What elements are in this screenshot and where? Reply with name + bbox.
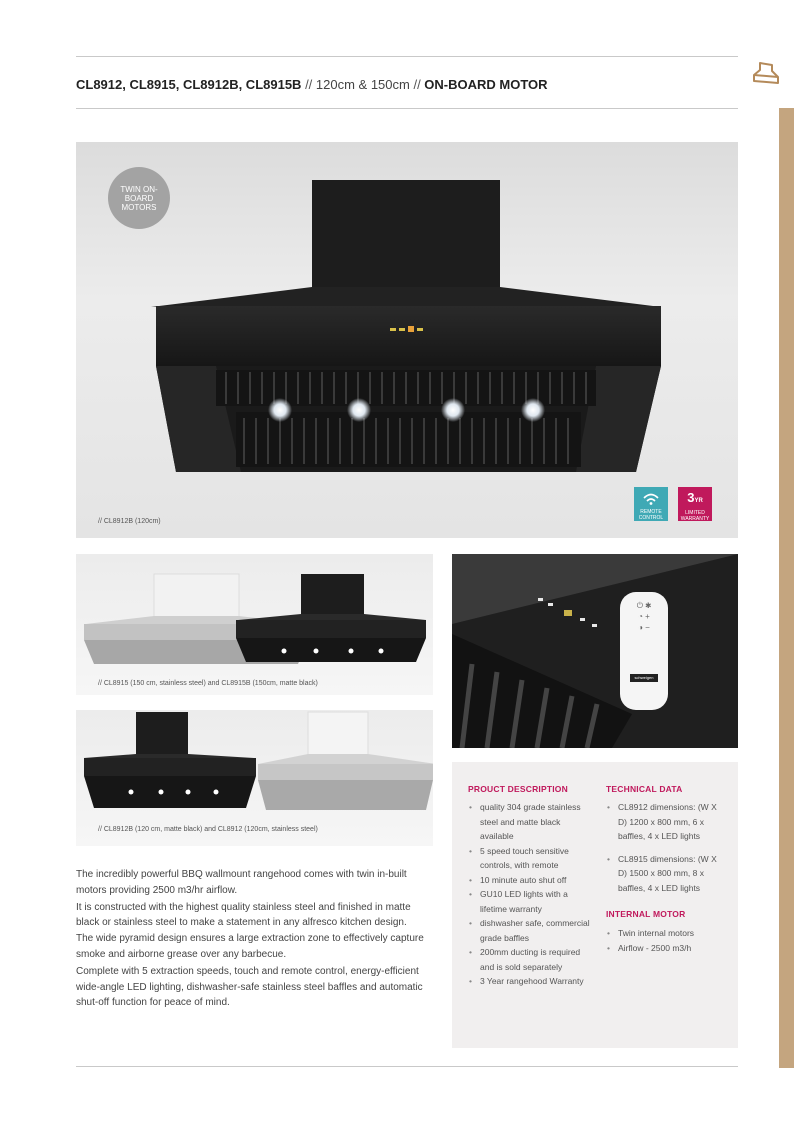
hero-caption: // CL8912B (120cm) (98, 518, 161, 525)
list-item: • Airflow - 2500 m3/h (606, 941, 726, 956)
specs-panel (452, 762, 738, 1048)
motor-list (606, 926, 726, 955)
warranty-unit: YR (694, 498, 703, 504)
hero-image (76, 142, 738, 538)
product-photo-120cm (76, 710, 433, 846)
remote-minus-icon: ◑ − (638, 623, 650, 632)
header-separator: // (409, 77, 425, 92)
technical-list (606, 800, 726, 895)
warranty-years (678, 487, 712, 510)
wifi-icon (634, 487, 668, 507)
remote-closeup-illustration (452, 554, 738, 748)
description-heading: PROUCT DESCRIPTION (468, 784, 568, 794)
side-accent-bar (779, 108, 794, 1068)
photo-150cm-caption: // CL8915 (150 cm, stainless steel) and CL8915B (150cm, matte black) (98, 680, 318, 687)
rangehood-icon (748, 57, 782, 91)
body-paragraph: The incredibly powerful BBQ wallmount rangehood comes with twin in-built motors providing 2500 m3/hr airflow. (76, 869, 407, 896)
remote-brand-label: schweigen (630, 674, 658, 682)
header-motor: ON-BOARD MOTOR (424, 77, 548, 92)
rangehoods-150cm-illustration (76, 554, 433, 695)
remote-plus-icon: ◔ + (638, 612, 650, 621)
list-item: • dishwasher safe, commercial grade baffles (468, 916, 590, 945)
warranty-number: 3 (687, 490, 695, 505)
list-item: • 10 minute auto shut off (468, 873, 590, 888)
twin-motors-badge (108, 167, 170, 229)
body-paragraph: It is constructed with the highest quality stainless steel and finished in matte black or stainless steel to make a statement in any alfresco kitchen design. The wide pyramid design ensures a large extraction zone to effectively capture smoke and airborne grease over any barbecue. (76, 901, 424, 960)
header-sizes: 120cm & 150cm (315, 77, 410, 92)
list-item: • Twin internal motors (606, 926, 726, 941)
motor-heading: INTERNAL MOTOR (606, 909, 686, 919)
list-item: • 3 Year rangehood Warranty (468, 974, 590, 989)
remote-control-badge (634, 487, 668, 521)
header-models: CL8912, CL8915, CL8912B, CL8915B (76, 77, 302, 92)
twin-motors-badge-text: TWIN ON-BOARD MOTORS (120, 184, 158, 212)
list-item: • CL8915 dimensions: (W X D) 1500 x 800 mm, 8 x baffles, 4 x LED lights (606, 852, 726, 896)
remote-power-icon: ⏻ ✱ (636, 601, 652, 610)
remote-control-label: REMOTE CONTROL (638, 509, 664, 521)
footer-rule (76, 1066, 738, 1067)
body-paragraph: Complete with 5 extraction speeds, touch and remote control, energy-efficient wide-angle LED lighting, dishwasher-safe stainless steel baffles and automatic shut-off function for peace of mind. (76, 965, 423, 1009)
warranty-label: LIMITED WARRANTY (680, 510, 710, 522)
description-list (468, 800, 590, 989)
remote-buttons (632, 600, 656, 633)
list-item: • CL8912 dimensions: (W X D) 1200 x 800 mm, 6 x baffles, 4 x LED lights (606, 800, 726, 844)
warranty-badge (678, 487, 712, 521)
rangehood-illustration (76, 142, 738, 538)
page-header (76, 77, 548, 92)
list-item: • 5 speed touch sensitive controls, with remote (468, 844, 590, 873)
list-item: • quality 304 grade stainless steel and matte black available (468, 800, 590, 844)
header-rule (76, 108, 738, 109)
product-photo-150cm (76, 554, 433, 695)
list-item: • 200mm ducting is required and is sold separately (468, 945, 590, 974)
remote-closeup-photo (452, 554, 738, 748)
list-item: • GU10 LED lights with a lifetime warranty (468, 887, 590, 916)
header-separator: // (301, 77, 316, 92)
photo-120cm-caption: // CL8912B (120 cm, matte black) and CL8912 (120cm, stainless steel) (98, 826, 318, 833)
technical-heading: TECHNICAL DATA (606, 784, 683, 794)
body-text (76, 867, 426, 1012)
top-rule (76, 56, 738, 57)
